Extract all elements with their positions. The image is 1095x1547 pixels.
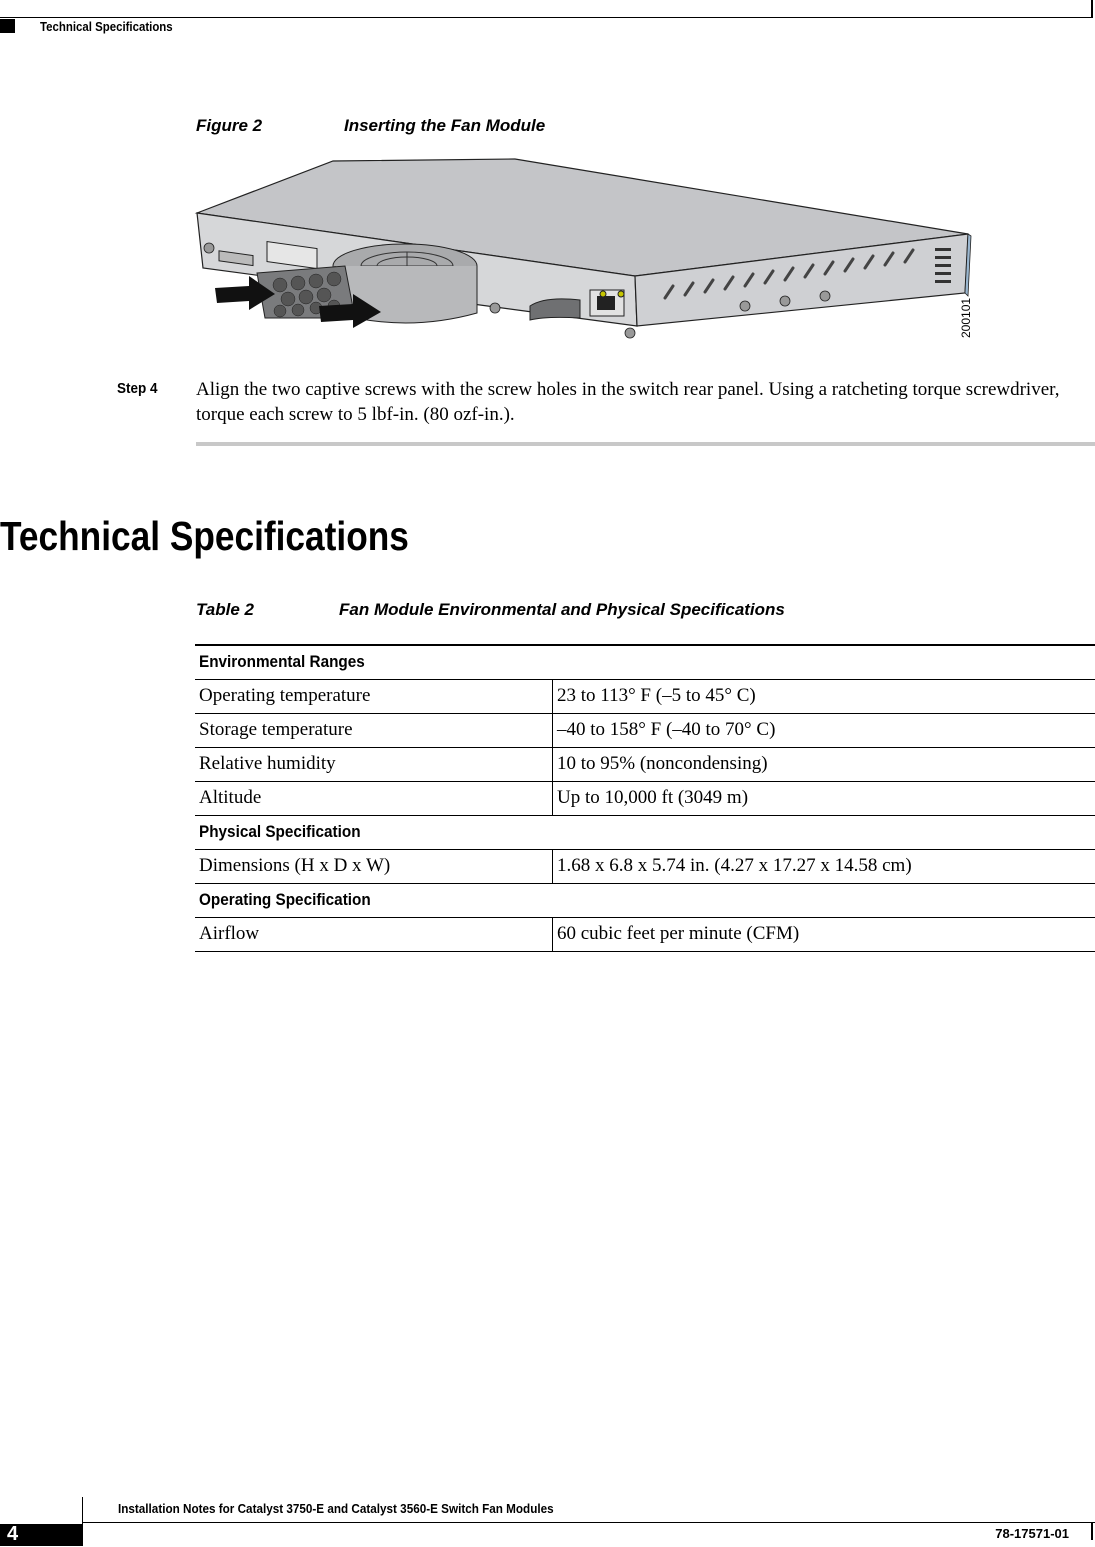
fan-module-illustration: [185, 148, 985, 353]
spec-name: Altitude: [195, 781, 553, 815]
figure-label: Figure 2: [196, 116, 263, 135]
group-heading-row: [195, 815, 1095, 849]
group-heading-row: [195, 645, 1095, 679]
spec-value: Up to 10,000 ft (3049 m): [553, 781, 1095, 815]
doc-number: 78-17571-01: [995, 1526, 1069, 1541]
figure-art-id: 200101: [959, 297, 973, 338]
table-row: [195, 917, 1095, 951]
footer-divider: [82, 1497, 83, 1546]
running-header: Technical Specifications: [40, 19, 173, 34]
table-row: [195, 849, 1095, 883]
spec-value: 60 cubic feet per minute (CFM): [553, 917, 1095, 951]
spec-value: 23 to 113° F (–5 to 45° C): [553, 679, 1095, 713]
step-label: Step 4: [117, 380, 158, 397]
table-row: [195, 679, 1095, 713]
group-heading: Physical Specification: [199, 822, 361, 841]
header-tick: [1091, 0, 1093, 18]
footer-doc-title: Installation Notes for Catalyst 3750-E and Catalyst 3560-E Switch Fan Modules: [118, 1501, 554, 1516]
table-title: Fan Module Environmental and Physical Specifications: [339, 600, 785, 619]
specifications-table: [195, 644, 1095, 952]
spec-name: Relative humidity: [195, 747, 553, 781]
header-rule: [0, 17, 1093, 18]
step-end-rule: [196, 442, 1095, 446]
section-heading: Technical Specifications: [0, 513, 409, 559]
group-heading-row: [195, 883, 1095, 917]
spec-name: Storage temperature: [195, 713, 553, 747]
table-row: [195, 713, 1095, 747]
figure-title: Inserting the Fan Module: [344, 116, 546, 135]
table-row: [195, 781, 1095, 815]
spec-name: Airflow: [195, 917, 553, 951]
spec-name: Operating temperature: [195, 679, 553, 713]
page-number: 4: [7, 1523, 19, 1545]
spec-value: –40 to 158° F (–40 to 70° C): [553, 713, 1095, 747]
spec-value: 1.68 x 6.8 x 5.74 in. (4.27 x 17.27 x 14.58 cm): [553, 849, 1095, 883]
footer-tick: [1091, 1522, 1093, 1540]
footer-rule: [82, 1522, 1095, 1523]
spec-value: 10 to 95% (noncondensing): [553, 747, 1095, 781]
spec-name: Dimensions (H x D x W): [195, 849, 553, 883]
group-heading: Operating Specification: [199, 890, 371, 909]
header-marker: [0, 19, 15, 33]
table-label: Table 2: [196, 600, 254, 619]
step-text: Align the two captive screws with the screw holes in the switch rear panel. Using a ratcheting torque screwdriver, torque each screw to 5 lbf-in. (80 ozf-in.).: [196, 379, 1060, 425]
table-row: [195, 747, 1095, 781]
group-heading: Environmental Ranges: [199, 652, 365, 672]
